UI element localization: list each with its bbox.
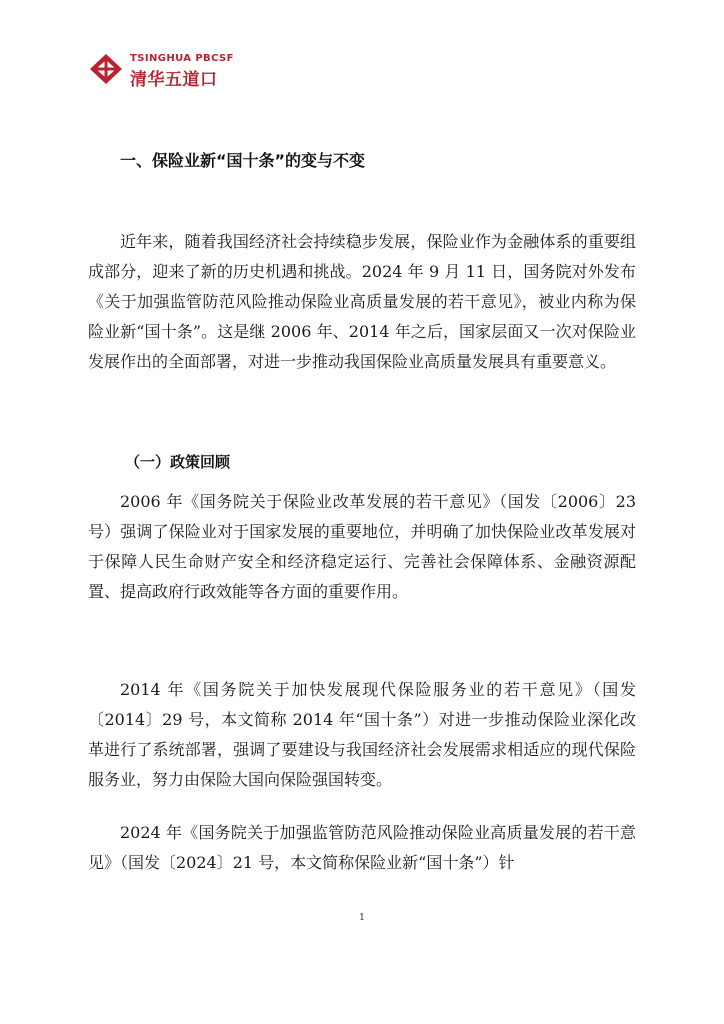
brand-logo [88, 52, 248, 90]
section-heading: 一、保险业新“国十条”的变与不变 [120, 151, 366, 170]
paragraph-2006: 2006 年《国务院关于保险业改革发展的若干意见》（国发〔2006〕23 号）强调了保险业对于国家发展的重要地位，并明确了加快保险业改革发展对于保障人民生命财产安全和经济稳定运行、完善社会保障体系、金融资源配置、提高政府行政效能等各方面的重要作用。 [88, 492, 636, 601]
paragraph-2014: 2014 年《国务院关于加快发展现代保险服务业的若干意见》（国发〔2014〕29 号，本文简称 2014 年“国十条”）对进一步推动保险业深化改革进行了系统部署，强调了要建设与我国经济社会发展需求相适应的现代保险服务业，努力由保险大国向保险强国转变。 [88, 680, 636, 789]
paragraph-2024: 2024 年《国务院关于加强监管防范风险推动保险业高质量发展的若干意见》（国发〔2024〕21 号，本文简称保险业新“国十条”）针 [88, 823, 636, 872]
logo-chinese-text: 清华五道口 [130, 70, 218, 90]
paragraph-intro: 近年来，随着我国经济社会持续稳步发展，保险业作为金融体系的重要组成部分，迎来了新的历史机遇和挑战。2024 年 9 月 11 日，国务院对外发布《关于加强监管防范风险推动保险业高质量发展的若干意见》，被业内称为保险业新“国十条”。这是继 2006 年、2014 年之后，国家层面又一次对保险业发展作出的全面部署，对进一步推动我国保险业高质量发展具有重要意义。 [88, 232, 636, 371]
logo-english-text: TSINGHUA PBCSF [130, 53, 234, 64]
tsinghua-logo-icon [88, 52, 124, 86]
page-number: 1 [359, 913, 365, 923]
subsection-heading: （一）政策回顾 [125, 453, 231, 471]
